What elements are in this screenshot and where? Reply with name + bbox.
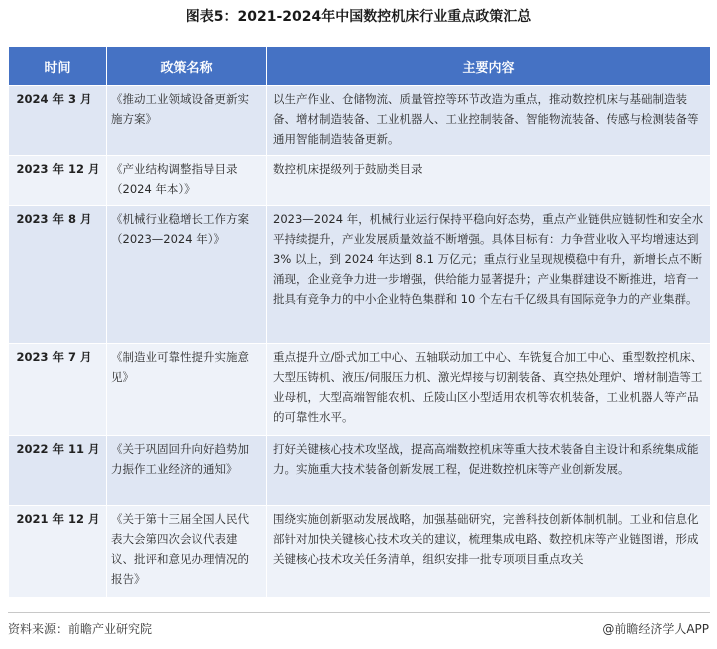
cell-policy-name: 《关于巩固回升向好趋势加力振作工业经济的通知》 [107,436,267,506]
footer-divider [8,612,710,613]
cell-content: 以生产作业、仓储物流、质量管控等环节改造为重点，推动数控机床与基础制造装备、增材制造装备、工业机器人、工业控制装备、智能物流装备、传感与检测装备等通用智能制造装备更新。 [267,86,711,156]
cell-policy-name: 《产业结构调整指导目录（2024 年本）》 [107,156,267,206]
cell-content: 2023—2024 年，机械行业运行保持平稳向好态势，重点产业链供应链韧性和安全水平持续提升，产业发展质量效益不断增强。具体目标有：力争营业收入平均增速达到 3% 以上，到 2024 年达到 8.1 万亿元；重点行业呈现规模稳中有升，新增长点不断涌现，企业竞争力进一步增强，供给能力显著提升；产业集群建设不断推进，培育一批具有竞争力的中小企业特色集群和 10 个左右千亿级具有国际竞争力的产业集群。 [267,206,711,344]
table-row [9,436,711,506]
page-title: 图表5：2021-2024年中国数控机床行业重点政策汇总 [185,9,532,25]
cell-time: 2023 年 7 月 [9,344,107,436]
cell-content: 重点提升立/卧式加工中心、五轴联动加工中心、车铣复合加工中心、重型数控机床、大型压铸机、液压/伺服压力机、激光焊接与切割装备、真空热处理炉、增材制造等工业母机，大型高端智能农机、丘陵山区小型适用农机等农机装备，工业机器人等产品的可靠性水平。 [267,344,711,436]
cell-time: 2023 年 12 月 [9,156,107,206]
cell-policy-name: 《制造业可靠性提升实施意见》 [107,344,267,436]
cell-policy-name: 《机械行业稳增长工作方案（2023—2024 年）》 [107,206,267,344]
cell-policy-name: 《推动工业领域设备更新实施方案》 [107,86,267,156]
cell-time: 2021 年 12 月 [9,506,107,598]
cell-content: 打好关键核心技术攻坚战，提高高端数控机床等重大技术装备自主设计和系统集成能力。实施重大技术装备创新发展工程，促进数控机床等产业创新发展。 [267,436,711,506]
table-row [9,206,711,344]
brand-watermark: @前瞻经济学人APP [602,622,709,636]
cell-time: 2022 年 11 月 [9,436,107,506]
cell-time: 2024 年 3 月 [9,86,107,156]
table-row [9,156,711,206]
source-note: 资料来源：前瞻产业研究院 [8,622,153,636]
table-header-row [9,47,711,86]
cell-policy-name: 《关于第十三届全国人民代表大会第四次会议代表建议、批评和意见办理情况的报告》 [107,506,267,598]
policy-table [8,46,711,598]
table-row [9,86,711,156]
header-time: 时间 [9,47,107,86]
cell-content: 数控机床提级列于鼓励类目录 [267,156,711,206]
cell-time: 2023 年 8 月 [9,206,107,344]
header-policy-name: 政策名称 [107,47,267,86]
cell-content: 围绕实施创新驱动发展战略，加强基础研究，完善科技创新体制机制。工业和信息化部针对加快关键核心技术攻关的建议，梳理集成电路、数控机床等产业链图谱，形成关键核心技术攻关任务清单，组织安排一批专项项目重点攻关 [267,506,711,598]
table-row [9,506,711,598]
table-row [9,344,711,436]
header-main-content: 主要内容 [267,47,711,86]
